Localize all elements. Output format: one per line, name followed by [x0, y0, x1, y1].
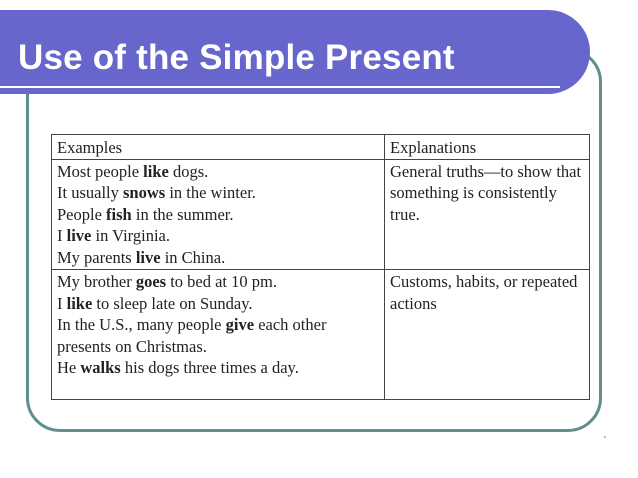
example-line: In the U.S., many people give each other presents on Christmas.	[57, 315, 327, 356]
verb: fish	[106, 204, 132, 224]
verb: walks	[80, 358, 121, 377]
title-underline	[0, 86, 560, 88]
example-line: I like to sleep late on Sunday.	[57, 293, 253, 313]
verb: snows	[123, 183, 166, 202]
table-row	[52, 270, 590, 400]
verb: like	[66, 293, 93, 313]
table-row	[52, 159, 590, 270]
example-line: It usually snows in the winter.	[57, 183, 256, 202]
simple-present-table	[51, 134, 590, 400]
example-line: He walks his dogs three times a day.	[57, 358, 299, 377]
verb: live	[66, 226, 92, 245]
examples-cell	[52, 159, 385, 270]
example-line: Most people like dogs.	[57, 161, 209, 181]
title-bar	[0, 10, 590, 94]
verb: like	[143, 161, 169, 181]
example-line: People fish in the summer.	[57, 204, 234, 224]
example-line: My brother goes to bed at 10 pm.	[57, 272, 277, 291]
header-explanations: Explanations	[385, 135, 590, 160]
examples-cell	[52, 270, 385, 400]
verb: goes	[135, 272, 167, 291]
explanation-cell: Customs, habits, or repeated actions	[385, 270, 590, 400]
header-examples: Examples	[52, 135, 385, 160]
example-line: I live in Virginia.	[57, 226, 170, 245]
verb: live	[135, 247, 161, 267]
example-line: My parents live in China.	[57, 247, 226, 267]
table-header-row	[52, 135, 590, 160]
corner-mark	[604, 436, 606, 438]
verb: give	[225, 315, 255, 334]
slide-title: Use of the Simple Present	[18, 38, 455, 77]
explanation-cell: General truths—to show that something is consistently true.	[385, 159, 590, 270]
